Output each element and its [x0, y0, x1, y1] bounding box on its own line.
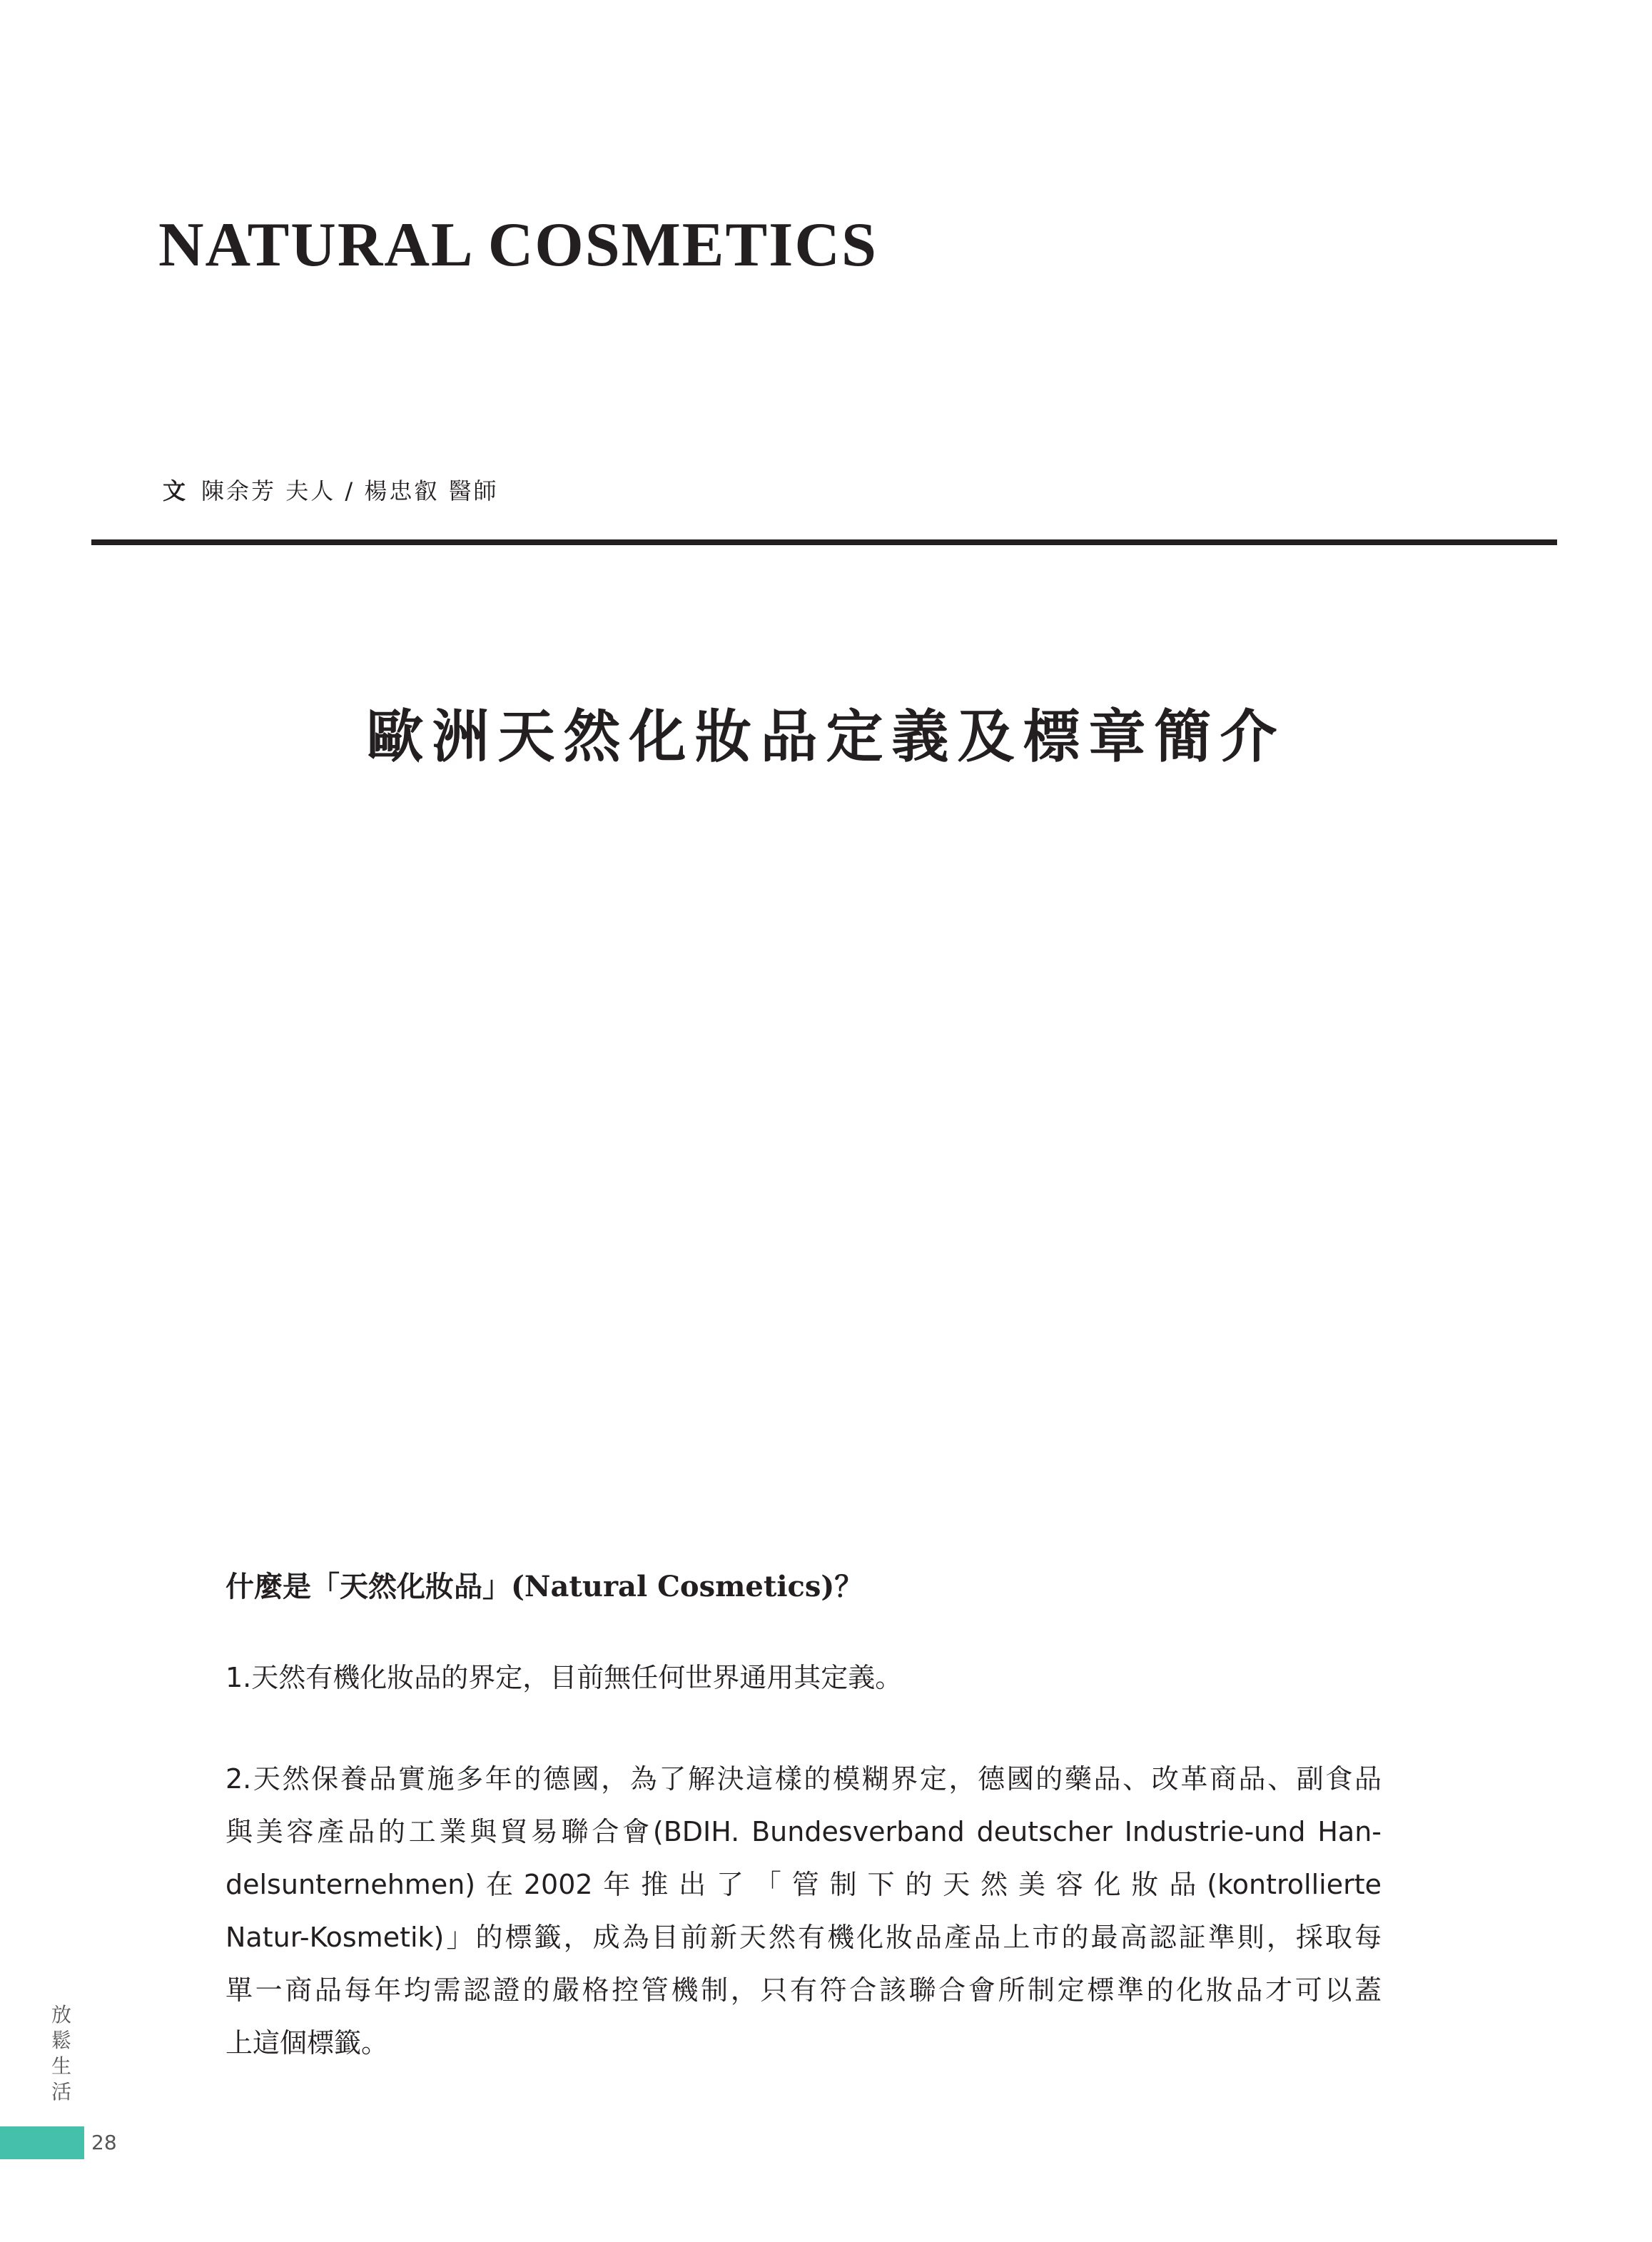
paragraph-2: [225, 1752, 1382, 2069]
page-number: 28: [91, 2131, 117, 2154]
byline-authors: 陳余芳 夫人 / 楊忠叡 醫師: [201, 477, 499, 504]
paragraph-1: 1.天然有機化妝品的界定，目前無任何世界通用其定義。: [225, 1662, 903, 1693]
article-title: 歐洲天然化妝品定義及標章簡介: [366, 703, 1286, 770]
accent-bar: [0, 2126, 84, 2159]
section-title: NATURAL COSMETICS: [158, 210, 878, 280]
paragraph-2-line: 單一商品每年均需認證的嚴格控管機制，只有符合該聯合會所制定標準的化妝品才可以蓋: [225, 1974, 1382, 2006]
article-body: [225, 1567, 1382, 2069]
byline-prefix: 文: [163, 477, 186, 504]
byline: [163, 477, 499, 504]
paragraph-2-line: 與美容產品的工業與貿易聯合會(BDIH. Bundesverband deutscher Industrie-und Han-: [225, 1816, 1382, 1847]
paragraph-2-line: Natur-Kosmetik)」的標籤，成為目前新天然有機化妝品產品上市的最高認証準則，採取每: [225, 1922, 1382, 1953]
section-side-label: 放鬆生活: [51, 2003, 71, 2104]
header-divider: [91, 539, 1557, 545]
paragraph-2-line: delsunternehmen)在2002年推出了「管制下的天然美容化妝品(kontrollierte: [225, 1869, 1382, 1900]
paragraph-2-line: 上這個標籤。: [225, 2027, 389, 2059]
paragraph-2-line: 2.天然保養品實施多年的德國，為了解決這樣的模糊界定，德國的藥品、改革商品、副食品: [225, 1763, 1382, 1795]
question-heading: 什麼是「天然化妝品」(Natural Cosmetics)？: [225, 1570, 863, 1603]
